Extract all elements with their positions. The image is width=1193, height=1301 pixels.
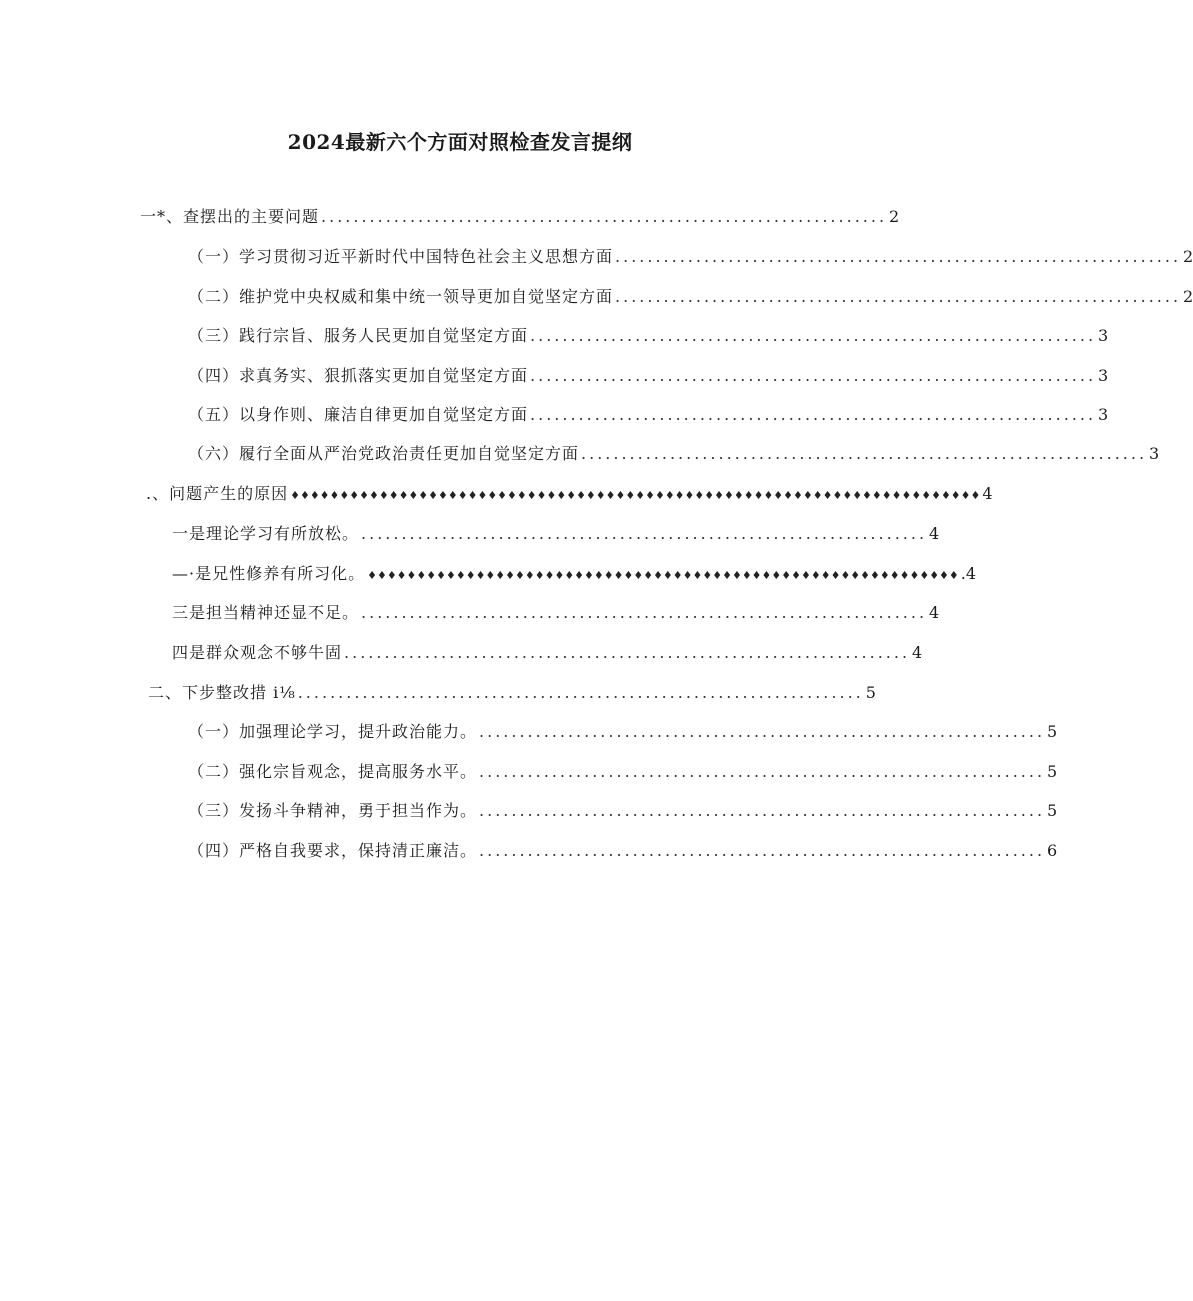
toc-entry-section-1[interactable] xyxy=(140,207,900,227)
toc-entry-2-2[interactable] xyxy=(172,564,977,586)
toc-entry-3-2[interactable] xyxy=(188,762,1058,782)
toc-page-number: 3 xyxy=(1149,444,1160,463)
toc-page-number: 5 xyxy=(865,683,876,702)
toc-page-number: 2 xyxy=(889,207,900,226)
toc-entry-section-2[interactable] xyxy=(146,484,993,506)
toc-dot-leader: ...................................................................... xyxy=(615,287,1182,306)
toc-entry-label: 二、下步整改措 i⅛ xyxy=(148,683,296,702)
toc-page-number: 5 xyxy=(1047,801,1058,820)
toc-entry-label: 一是理论学习有所放松。 xyxy=(172,524,360,543)
toc-dot-leader: ...................................................................... xyxy=(581,444,1148,463)
toc-entry-1-3[interactable] xyxy=(188,326,1109,346)
toc-entry-label: 三是担当精神还显不足。 xyxy=(172,603,360,622)
toc-entry-label: （二）维护党中央权威和集中统一领导更加自觉坚定方面 xyxy=(188,287,614,306)
toc-entry-label: （四）严格自我要求，保持清正廉洁。 xyxy=(188,841,478,860)
toc-page-number: 4 xyxy=(929,524,940,543)
toc-entry-3-1[interactable] xyxy=(188,722,1058,742)
toc-entry-3-3[interactable] xyxy=(188,801,1058,821)
toc-entry-label: （二）强化宗旨观念，提高服务水平。 xyxy=(188,762,478,781)
toc-page-number: 3 xyxy=(1098,326,1109,345)
toc-diamond-leader: ♦♦♦♦♦♦♦♦♦♦♦♦♦♦♦♦♦♦♦♦♦♦♦♦♦♦♦♦♦♦♦♦♦♦♦♦♦♦♦♦♦♦♦♦♦♦♦♦♦♦♦♦♦♦♦♦♦♦♦♦♦♦♦♦♦♦♦♦♦♦ xyxy=(290,489,981,502)
document-title: 2024最新六个方面对照检查发言提纲 xyxy=(287,130,633,154)
toc-dot-leader: ...................................................................... xyxy=(479,841,1046,860)
toc-dot-leader: ...................................................................... xyxy=(530,405,1097,424)
toc-dot-leader: ...................................................................... xyxy=(530,366,1097,385)
toc-page-number: 2 xyxy=(1183,247,1193,266)
toc-page-number: 3 xyxy=(1098,405,1109,424)
toc-entry-label: （一）学习贯彻习近平新时代中国特色社会主义思想方面 xyxy=(188,247,614,266)
toc-dot-leader: ...................................................................... xyxy=(297,683,864,702)
toc-page-number: .4 xyxy=(960,564,977,583)
toc-entry-label: 四是群众观念不够牛固 xyxy=(172,643,343,662)
toc-entry-label: （五）以身作则、廉洁自律更加自觉坚定方面 xyxy=(188,405,529,424)
toc-entry-1-4[interactable] xyxy=(188,366,1109,386)
toc-entry-label: （三）发扬斗争精神，勇于担当作为。 xyxy=(188,801,478,820)
toc-entry-label: （三）践行宗旨、服务人民更加自觉坚定方面 xyxy=(188,326,529,345)
toc-page-number: 6 xyxy=(1047,841,1058,860)
toc-dot-leader: ...................................................................... xyxy=(344,643,911,662)
toc-dot-leader: ...................................................................... xyxy=(615,247,1182,266)
toc-dot-leader: ...................................................................... xyxy=(530,326,1097,345)
toc-page-number: 4 xyxy=(912,643,923,662)
toc-page-number: 4 xyxy=(982,484,993,503)
toc-entry-section-3[interactable] xyxy=(148,683,876,703)
toc-page-number: 4 xyxy=(929,603,940,622)
toc-dot-leader: ...................................................................... xyxy=(479,722,1046,741)
toc-entry-label: （一）加强理论学习，提升政治能力。 xyxy=(188,722,478,741)
toc-entry-1-6[interactable] xyxy=(188,444,1160,464)
toc-entry-2-4[interactable] xyxy=(172,643,923,663)
toc-entry-label: 一*、查摆出的主要问题 xyxy=(140,207,320,226)
toc-entry-label: —·是兄性修养有所习化。 xyxy=(172,564,366,583)
toc-page-number: 3 xyxy=(1098,366,1109,385)
toc-dot-leader: ...................................................................... xyxy=(321,207,888,226)
toc-dot-leader: ...................................................................... xyxy=(361,603,928,622)
toc-page-number: 5 xyxy=(1047,762,1058,781)
toc-entry-label: .、问题产生的原因 xyxy=(146,484,289,503)
toc-entry-2-1[interactable] xyxy=(172,524,940,544)
toc-dot-leader: ...................................................................... xyxy=(361,524,928,543)
toc-entry-1-5[interactable] xyxy=(188,405,1109,425)
toc-entry-3-4[interactable] xyxy=(188,841,1058,861)
toc-entry-1-1[interactable] xyxy=(188,247,1193,267)
toc-entry-1-2[interactable] xyxy=(188,287,1193,307)
toc-page-number: 2 xyxy=(1183,287,1193,306)
toc-dot-leader: ...................................................................... xyxy=(479,762,1046,781)
toc-dot-leader: ...................................................................... xyxy=(479,801,1046,820)
toc-entry-label: （四）求真务实、狠抓落实更加自觉坚定方面 xyxy=(188,366,529,385)
toc-entry-label: （六）履行全面从严治党政治责任更加自觉坚定方面 xyxy=(188,444,580,463)
toc-diamond-leader: ♦♦♦♦♦♦♦♦♦♦♦♦♦♦♦♦♦♦♦♦♦♦♦♦♦♦♦♦♦♦♦♦♦♦♦♦♦♦♦♦♦♦♦♦♦♦♦♦♦♦♦♦♦♦♦♦♦♦♦♦ xyxy=(367,569,959,582)
toc-page-number: 5 xyxy=(1047,722,1058,741)
toc-entry-2-3[interactable] xyxy=(172,603,940,623)
